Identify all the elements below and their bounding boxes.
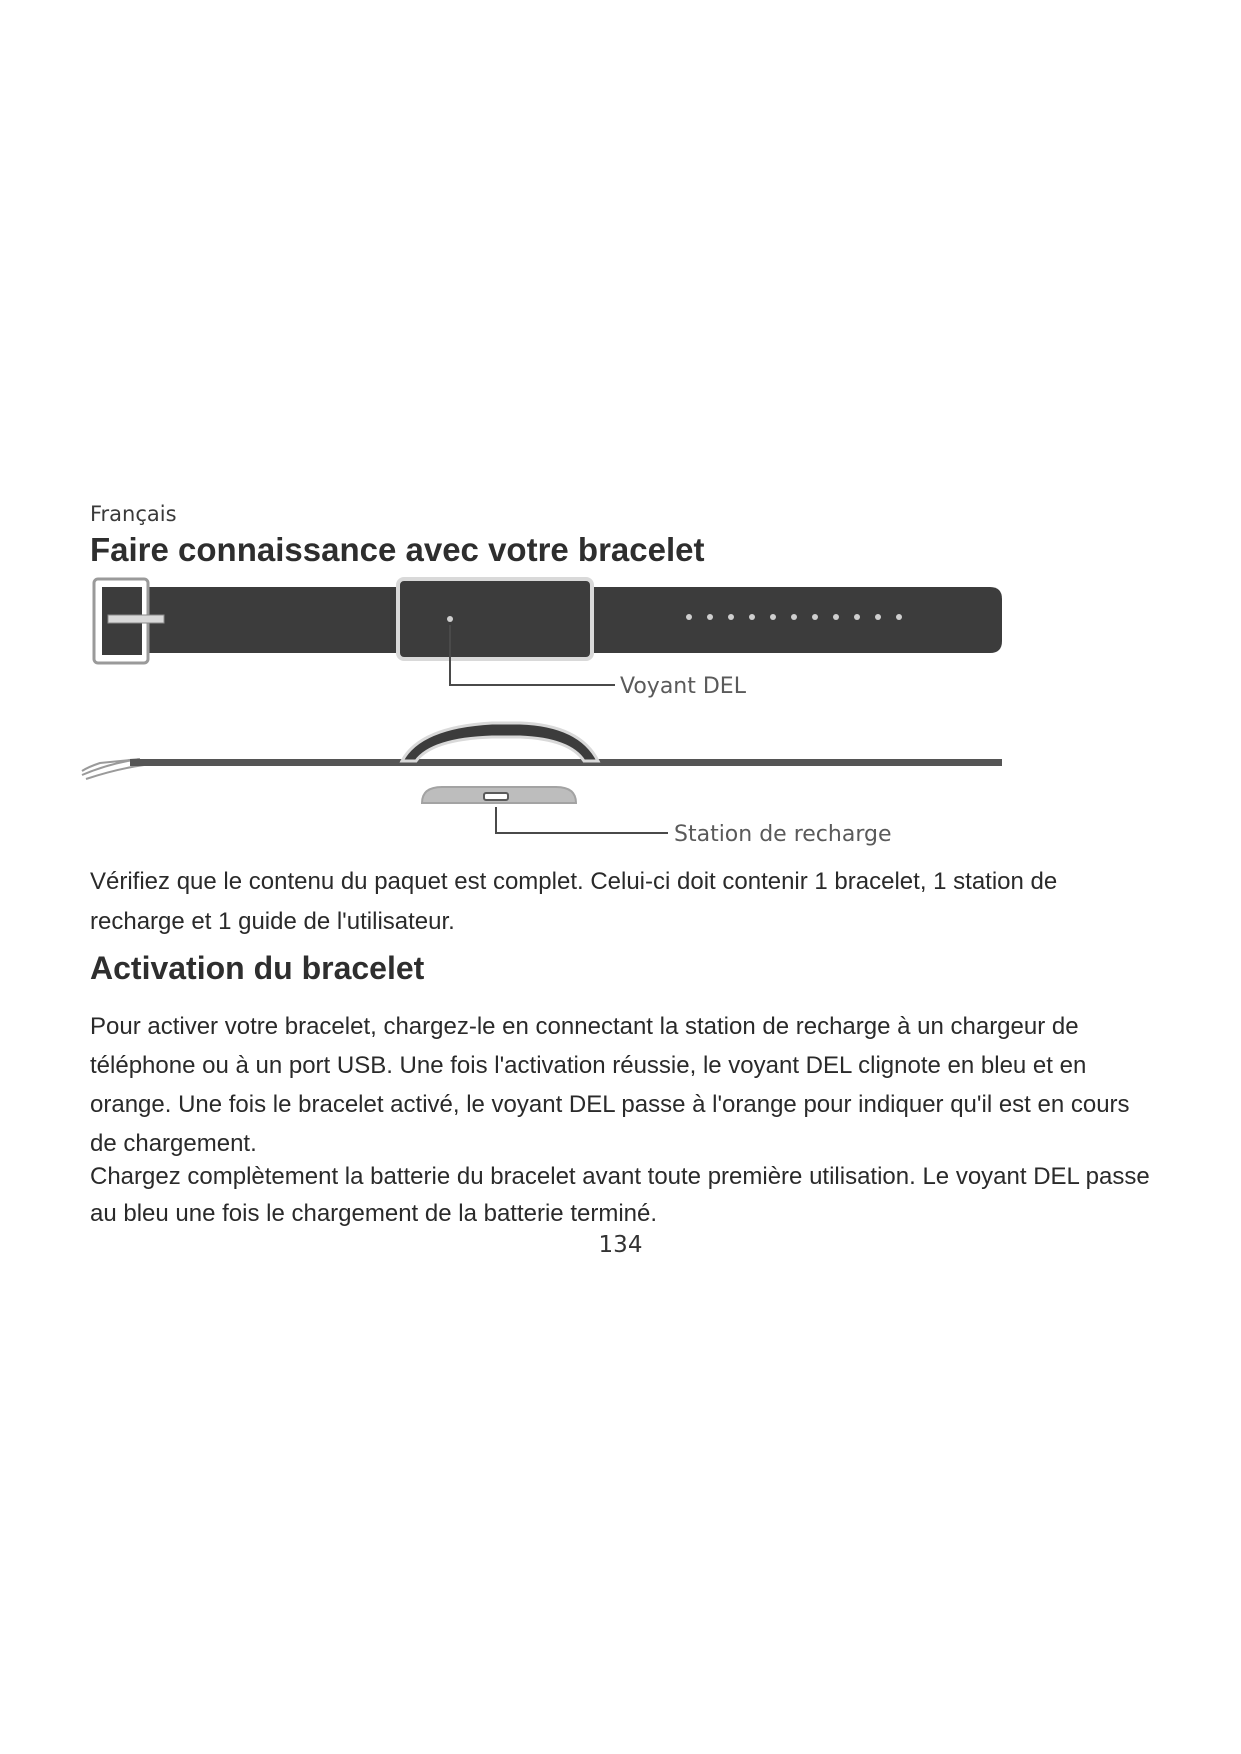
usb-port-icon bbox=[484, 793, 508, 800]
activation-heading: Activation du bracelet bbox=[90, 950, 425, 986]
package-contents-paragraph: Vérifiez que le contenu du paquet est complet. Celui-ci doit contenir 1 bracelet, 1 station de recharge et 1 guide de l'utilisateur. bbox=[90, 868, 1058, 935]
tracker-side bbox=[402, 723, 598, 761]
page-number: 134 bbox=[598, 1232, 643, 1258]
strap-side bbox=[130, 759, 1002, 766]
charging-paragraph: Chargez complètement la batterie du bracelet avant toute première utilisation. Le voyant DEL passe au bleu une fois le chargement de la batterie terminé. bbox=[90, 1163, 1150, 1227]
led-label: Voyant DEL bbox=[620, 674, 746, 699]
dock-leader-line bbox=[496, 807, 668, 833]
tracker-module bbox=[398, 579, 592, 659]
bracelet-diagram bbox=[80, 575, 1040, 865]
led-indicator bbox=[447, 616, 453, 622]
dock-label: Station de recharge bbox=[674, 822, 892, 847]
page-title: Faire connaissance avec votre bracelet bbox=[90, 531, 705, 568]
section-language-label: Français bbox=[90, 502, 177, 526]
bracelet-diagram-svg bbox=[80, 575, 1040, 865]
activation-paragraph: Pour activer votre bracelet, chargez-le en connectant la station de recharge à un chargeur de téléphone ou à un port USB. Une fois l'activation réussie, le voyant DEL clignote en bleu et en orange. Une fois le bracelet activé, le voyant DEL passe à l'orange pour indiquer qu'il est en cours de chargement. bbox=[90, 1013, 1130, 1157]
